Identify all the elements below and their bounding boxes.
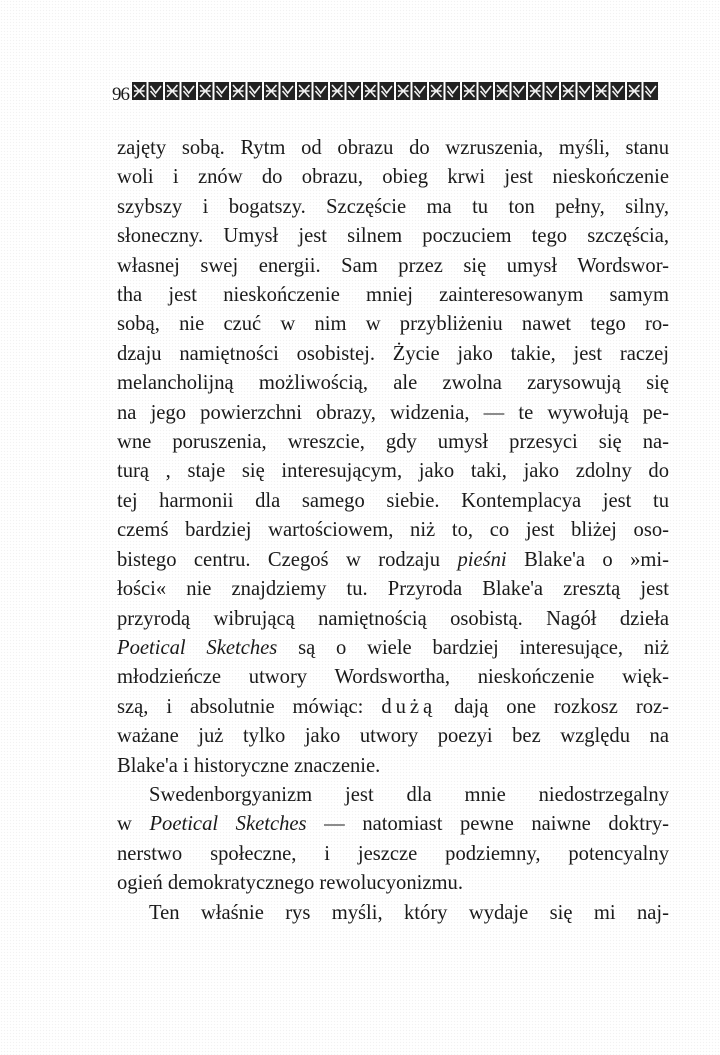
ornament-tile (396, 82, 411, 100)
ornament-tile (182, 82, 197, 100)
text-fragment: tej harmonii dla samego siebie. Kontemplacya jest tu (117, 489, 669, 512)
ornament-tile (611, 82, 626, 100)
ornament-tile (594, 82, 609, 100)
text-fragment: melancholijną możliwością, ale zwolna zarysowują się (117, 372, 669, 395)
text-line (117, 457, 669, 486)
text-line (117, 810, 669, 839)
text-line (117, 516, 669, 545)
ornament-tile (495, 82, 510, 100)
text-fragment: własnej swej energii. Sam przez się umysł Wordswor- (117, 254, 669, 277)
italic-title: pieśni (457, 548, 507, 571)
text-fragment: wne poruszenia, wreszcie, gdy umysł przesyci się na- (117, 431, 669, 454)
ornament-tile (462, 82, 477, 100)
decorative-band-icon (131, 77, 659, 105)
ornament-tile (165, 82, 180, 100)
text-line (117, 752, 669, 781)
ornament-tile (627, 82, 642, 100)
text-fragment: przyrodą wibrującą namiętnością osobistą. Nagół dzieła (117, 607, 669, 630)
ornament-tile (545, 82, 560, 100)
ornament-tile (528, 82, 543, 100)
text-line (117, 840, 669, 869)
text-fragment: w (117, 813, 150, 836)
text-line (117, 281, 669, 310)
spaced-emphasis: dużą (381, 695, 437, 718)
body-text (117, 134, 669, 928)
text-line (117, 546, 669, 575)
text-fragment: Swedenborgyanizm jest dla mnie niedostrzegalny (149, 783, 669, 806)
page-header (112, 74, 662, 108)
ornament-tile (380, 82, 395, 100)
ornament-tile (314, 82, 329, 100)
text-fragment: szą, i absolutnie mówiąc: (117, 695, 382, 718)
text-fragment: łości« nie znajdziemy tu. Przyroda Blake'a zresztą jest (117, 578, 669, 601)
ornament-tile (231, 82, 246, 100)
ornament-tile (446, 82, 461, 100)
text-line (117, 575, 669, 604)
ornament-tile (248, 82, 263, 100)
text-fragment: ogień demokratycznego rewolucyonizmu. (117, 872, 463, 895)
text-line (117, 222, 669, 251)
text-line (117, 869, 669, 898)
text-fragment: dają one rozkosz roz- (436, 695, 669, 718)
text-line (117, 605, 669, 634)
text-fragment: dzaju namiętności osobistej. Życie jako takie, jest raczej (117, 342, 669, 365)
ornament-tile (644, 82, 659, 100)
text-fragment: zajęty sobą. Rytm od obrazu do wzruszenia, myśli, stanu (117, 137, 669, 159)
text-fragment: turą , staje się interesującym, jako taki, jako zdolny do (117, 460, 669, 483)
text-line (117, 340, 669, 369)
text-fragment: — natomiast pewne naiwne doktry- (306, 813, 670, 836)
ornament-tile (281, 82, 296, 100)
text-line (117, 399, 669, 428)
text-line (117, 722, 669, 751)
text-fragment: nerstwo społeczne, i jeszcze podziemny, potencyalny (117, 842, 669, 865)
ornament-tile (561, 82, 576, 100)
text-line (117, 634, 669, 663)
text-line (117, 428, 669, 457)
text-line (117, 663, 669, 692)
ornament-tile (512, 82, 527, 100)
ornament-tile (198, 82, 213, 100)
text-line (117, 163, 669, 192)
text-fragment: szybszy i bogatszy. Szczęście ma tu ton pełny, silny, (117, 195, 669, 218)
ornament-tile (215, 82, 230, 100)
text-fragment: młodzieńcze utwory Wordswortha, nieskończenie więk- (117, 666, 669, 689)
ornament-tile (347, 82, 362, 100)
page-number: 96 (112, 83, 129, 105)
text-fragment: tha jest nieskończenie mniej zainteresowanym samym (117, 284, 669, 307)
text-fragment: woli i znów do obrazu, obieg krwi jest nieskończenie (117, 166, 669, 189)
text-line (117, 369, 669, 398)
text-line (117, 487, 669, 516)
ornament-tile (297, 82, 312, 100)
text-line (117, 899, 669, 928)
ornament-tile (149, 82, 164, 100)
text-fragment: Ten właśnie rys myśli, który wydaje się mi naj- (149, 901, 669, 924)
text-line (117, 310, 669, 339)
text-fragment: są o wiele bardziej interesujące, niż (277, 636, 669, 659)
text-fragment: na jego powierzchni obrazy, widzenia, — te wywołują pe- (117, 401, 669, 424)
ornament-tile (363, 82, 378, 100)
text-line (117, 693, 669, 722)
text-fragment: Blake'a o »mi- (506, 548, 669, 571)
ornament-tile (413, 82, 428, 100)
italic-title: Poetical Sketches (149, 813, 307, 836)
text-line (117, 134, 669, 163)
text-fragment: czemś bardziej wartościowem, niż to, co jest bliżej oso- (117, 519, 669, 542)
text-fragment: ważane już tylko jako utwory poezyi bez względu na (117, 725, 669, 748)
ornament-tile (578, 82, 593, 100)
text-fragment: słoneczny. Umysł jest silnem poczuciem tego szczęścia, (117, 225, 669, 248)
ornament-tile (330, 82, 345, 100)
text-fragment: Blake'a i historyczne znaczenie. (117, 754, 381, 777)
text-fragment: bistego centru. Czegoś w rodzaju (117, 548, 458, 571)
text-fragment: sobą, nie czuć w nim w przybliżeniu nawet tego ro- (117, 313, 669, 336)
ornament-tile (479, 82, 494, 100)
ornament-tile (264, 82, 279, 100)
text-line (117, 193, 669, 222)
ornament-tile (132, 82, 147, 100)
text-line (117, 252, 669, 281)
ornament-tile (429, 82, 444, 100)
italic-title: Poetical Sketches (117, 636, 278, 659)
text-line (117, 781, 669, 810)
